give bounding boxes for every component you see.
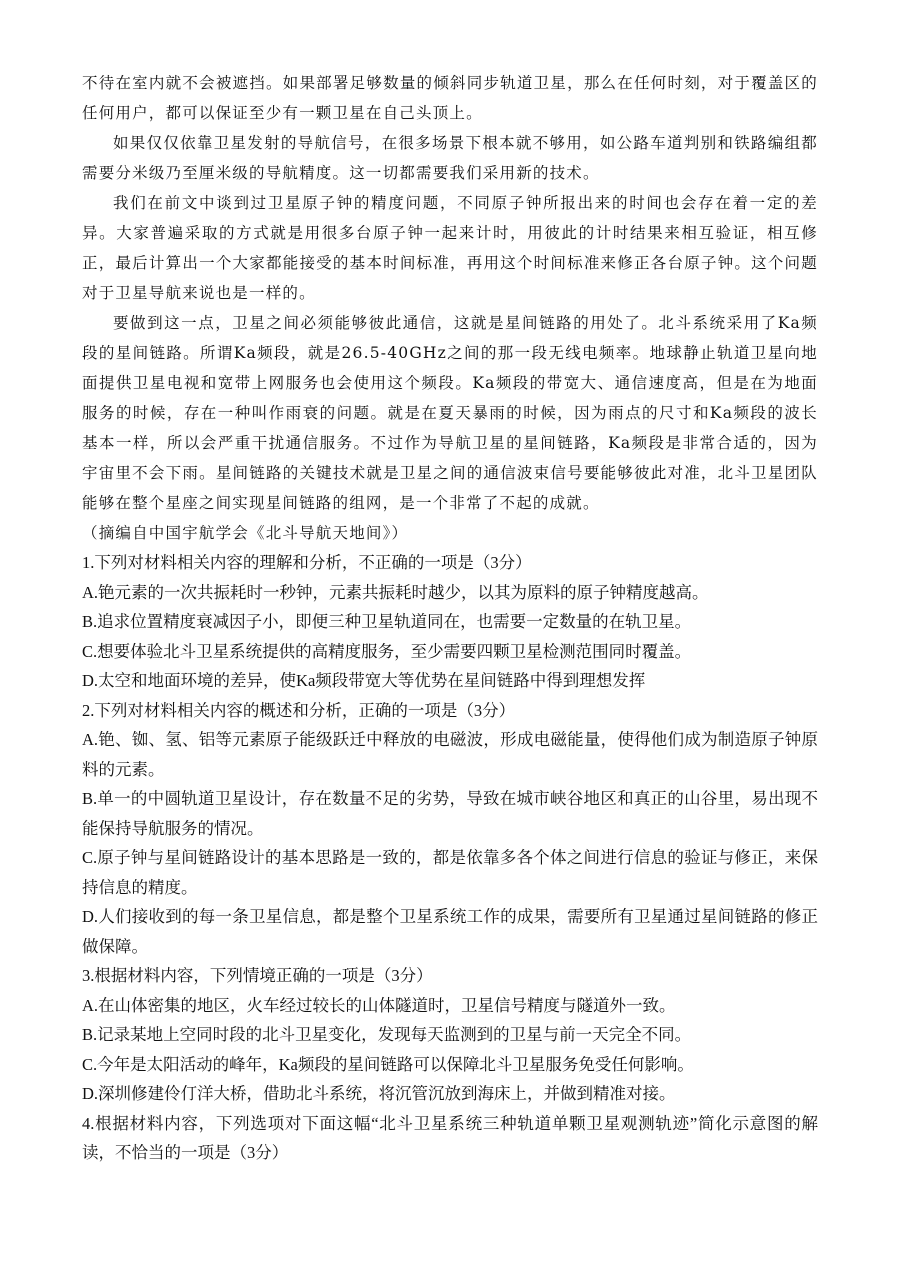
option-d: D.深圳修建伶仃洋大桥，借助北斗系统，将沉管沉放到海床上，并做到精准对接。 (82, 1084, 676, 1103)
question-4 (82, 1109, 818, 1168)
option-c: C.今年是太阳活动的峰年，Ka频段的星间链路可以保障北斗卫星服务免受任何影响。 (82, 1054, 694, 1074)
question-2 (82, 696, 818, 962)
question-1 (82, 548, 818, 696)
question-3 (82, 961, 818, 1109)
option-b: B.记录某地上空同时段的北斗卫星变化，发现每天监测到的卫星与前一天完全不同。 (82, 1025, 692, 1044)
question-stem: 4.根据材料内容，下列选项对下面这幅“北斗卫星系统三种轨道单颗卫星观测轨迹”简化示意图的解读，不恰当的一项是（3分） (82, 1113, 818, 1162)
option-c: C.原子钟与星间链路设计的基本思路是一致的，都是依靠多各个体之间进行信息的验证与修正，来保持信息的精度。 (82, 848, 818, 897)
option-b: B.追求位置精度衰减因子小，即便三种卫星轨道同在，也需要一定数量的在轨卫星。 (82, 612, 692, 631)
question-stem: 2.下列对材料相关内容的概述和分析，正确的一项是（3分） (82, 700, 516, 720)
option-d: D.太空和地面环境的差异，使Ka频段带宽大等优势在星间链路中得到理想发挥 (82, 671, 646, 690)
passage-paragraph-4: 要做到这一点，卫星之间必须能够彼此通信，这就是星间链路的用处了。北斗系统采用了Ka频段的星间链路。所谓Ka频段，就是26.5-40GHz之间的那一段无线电频率。地球静止轨道卫星向地面提供卫星电视和宽带上网服务也会使用这个频段。Ka频段的带宽大、通信速度高，但是在为地面服务的时候，存在一种叫作雨衰的问题。就是在夏天暴雨的时候，因为雨点的尺寸和Ka频段的波长基本一样，所以会严重干扰通信服务。不过作为导航卫星的星间链路，Ka频段是非常合适的，因为宇宙里不会下雨。星间链路的关键技术就是卫星之间的通信波束信号要能够彼此对准，北斗卫星团队能够在整个星座之间实现星间链路的组网，是一个非常了不起的成就。 (82, 314, 818, 512)
passage-paragraph-1: 不待在室内就不会被遮挡。如果部署足够数量的倾斜同步轨道卫星，那么在任何时刻，对于覆盖区的任何用户，都可以保证至少有一颗卫星在自己头顶上。 (82, 74, 818, 122)
passage-paragraph-2: 如果仅仅依靠卫星发射的导航信号，在很多场景下根本就不够用，如公路车道判别和铁路编组都需要分米级乃至厘米级的导航精度。这一切都需要我们采用新的技术。 (82, 134, 818, 182)
option-b: B.单一的中圆轨道卫星设计，存在数量不足的劣势，导致在城市峡谷地区和真正的山谷里，易出现不能保持导航服务的情况。 (82, 789, 818, 838)
passage-paragraph-3: 我们在前文中谈到过卫星原子钟的精度问题，不同原子钟所报出来的时间也会存在着一定的差异。大家普遍采取的方式就是用很多台原子钟一起来计时，用彼此的计时结果来相互验证，相互修正，最后计算出一个大家都能接受的基本时间标准，再用这个时间标准来修正各台原子钟。这个问题对于卫星导航来说也是一样的。 (82, 194, 818, 302)
option-a: A.铯元素的一次共振耗时一秒钟，元素共振耗时越少，以其为原料的原子钟精度越高。 (82, 582, 709, 602)
question-stem: 1.下列对材料相关内容的理解和分析，不正确的一项是（3分） (82, 553, 532, 572)
option-d: D.人们接收到的每一条卫星信息，都是整个卫星系统工作的成果，需要所有卫星通过星间链路的修正做保障。 (82, 907, 818, 956)
question-stem: 3.根据材料内容，下列情境正确的一项是（3分） (82, 966, 433, 985)
option-a: A.铯、铷、氢、铝等元素原子能级跃迁中释放的电磁波，形成电磁能量，使得他们成为制造原子钟原料的元素。 (82, 730, 818, 779)
reading-passage (82, 68, 818, 548)
option-a: A.在山体密集的地区，火车经过较长的山体隧道时，卫星信号精度与隧道外一致。 (82, 995, 676, 1015)
passage-source: （摘编自中国宇航学会《北斗导航天地间》） (82, 524, 409, 542)
question-list (82, 548, 818, 1168)
option-c: C.想要体验北斗卫星系统提供的高精度服务，至少需要四颗卫星检测范围同时覆盖。 (82, 641, 692, 661)
